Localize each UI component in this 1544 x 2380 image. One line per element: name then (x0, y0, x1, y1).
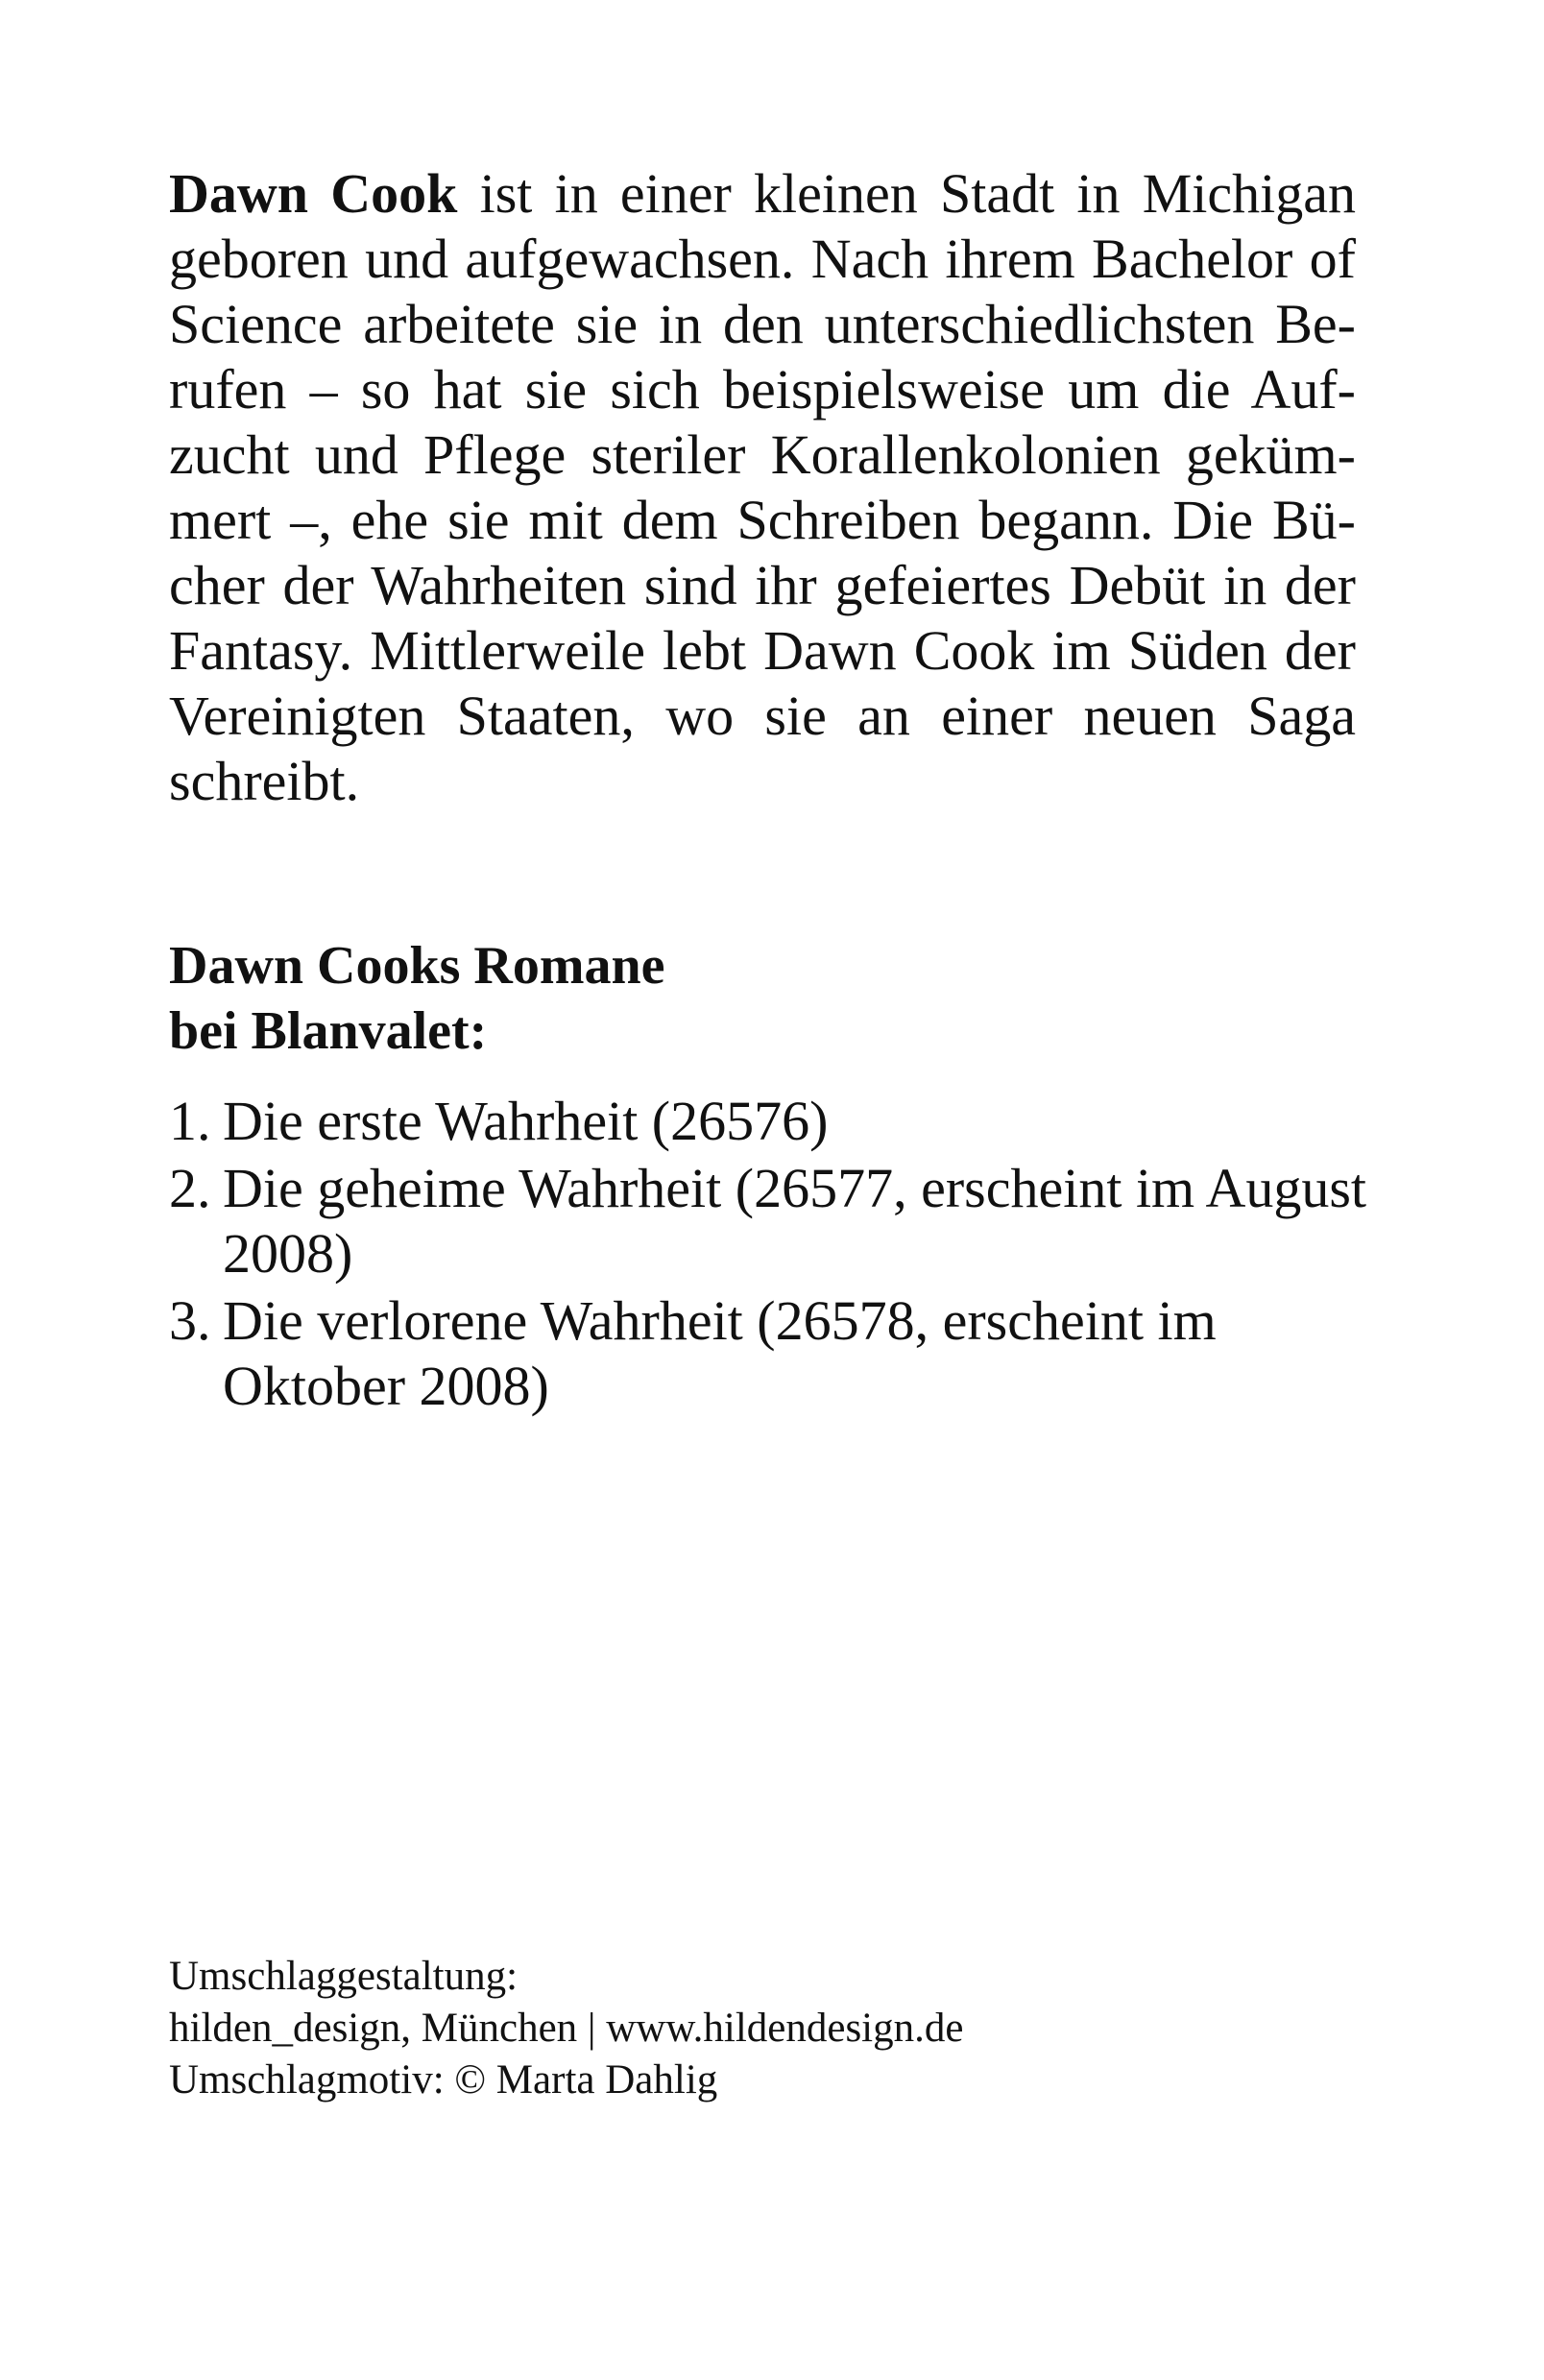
author-bio-text: ist in einer kleinen Stadt in Michigan geboren und aufgewachsen. Nach ihrem Bachelor of Science arbeitete sie in den unterschiedlichsten Berufen – so hat sie sich beispielsweise um die Aufzucht und Pflege steriler Korallenkolonien gekümmert –, ehe sie mit dem Schreiben begann. Die Bücher der Wahrheiten sind ihr gefeiertes Debüt in der Fantasy. Mittlerweile lebt Dawn Cook im Süden der Vereinigten Staaten, wo sie an einer neuen Saga schreibt. (169, 162, 1357, 812)
book-title: Die verlorene Wahrheit (26578, erscheint im Oktober 2008) (223, 1289, 1217, 1417)
book-number: 2. (169, 1157, 211, 1219)
book-number: 1. (169, 1090, 211, 1152)
book-list-item (169, 1288, 1379, 1419)
author-bio (169, 161, 1356, 814)
credits-line1: Umschlaggestaltung: (169, 1954, 519, 1999)
books-heading-line1: Dawn Cooks Romane (169, 936, 665, 996)
book-list (169, 1089, 1379, 1421)
book-number: 3. (169, 1289, 211, 1352)
author-name: Dawn Cook (169, 162, 458, 225)
credits-line3: Umschlagmotiv: © Marta Dahlig (169, 2057, 718, 2103)
books-heading-line2: bei Blanvalet: (169, 1001, 488, 1061)
cover-credits (169, 1951, 1356, 2106)
book-title: Die erste Wahrheit (26576) (223, 1090, 829, 1152)
book-list-item (169, 1156, 1379, 1286)
book-title: Die geheime Wahrheit (26577, erscheint im August 2008) (223, 1157, 1367, 1285)
book-list-item (169, 1089, 1379, 1154)
credits-line2: hilden_design, München | www.hildendesign.de (169, 2006, 964, 2051)
books-heading (169, 933, 1356, 1064)
